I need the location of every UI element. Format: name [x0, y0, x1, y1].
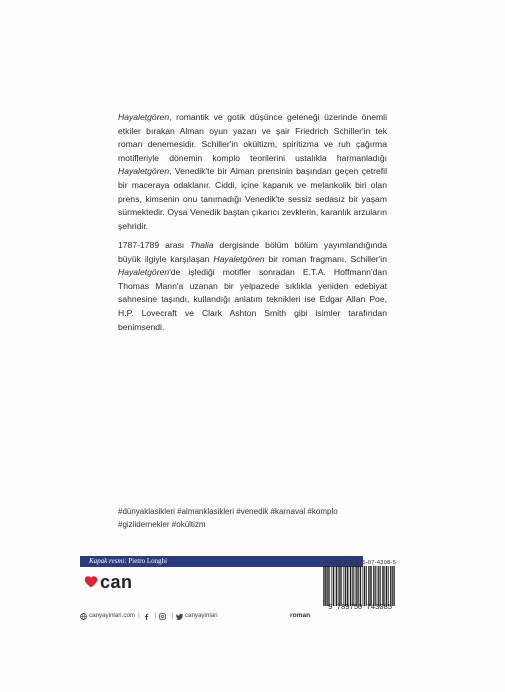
barcode-bar — [333, 566, 334, 606]
italic-title: Hayaletgören — [118, 267, 170, 278]
barcode-bar — [379, 566, 380, 606]
barcode — [323, 566, 395, 606]
genre-label: roman — [290, 612, 311, 619]
text-run: 'de işlediği motifler sonradan E.T.A. Hoffmann'dan Thomas Mann'a uzanan bir yelpazede sıklıkla yeniden edebiyat sahnesine taşındı, kullandığı anlatım teknikleri ise Edgar Allan Poe, H.P. Lovecraft ve Clark Ashton Smith gibi isimler tarafından benimsendi. — [118, 267, 387, 332]
italic-title: Hayaletgören — [118, 166, 170, 177]
barcode-bar — [360, 566, 361, 606]
cover-credit-name: Pietro Longhi — [128, 557, 168, 565]
cover-credit — [89, 556, 167, 567]
barcode-bar — [365, 566, 366, 606]
divider: | — [154, 612, 157, 619]
barcode-bar — [386, 566, 387, 606]
barcode-bar — [370, 566, 371, 606]
barcode-bar — [371, 566, 372, 606]
barcode-bar — [340, 566, 341, 606]
facebook-icon[interactable] — [143, 613, 150, 620]
barcode-bar — [358, 566, 359, 606]
barcode-bar — [378, 566, 379, 606]
footer-links — [80, 612, 218, 620]
barcode-bar — [390, 566, 391, 606]
barcode-bar — [329, 566, 330, 606]
isbn-digits: 9 789750 743085 — [328, 604, 392, 612]
barcode-bar — [392, 566, 393, 606]
barcode-bar — [327, 566, 328, 606]
barcode-bar — [356, 566, 357, 606]
barcode-bar — [343, 566, 344, 606]
barcode-bar — [380, 566, 381, 606]
barcode-bar — [334, 566, 335, 606]
barcode-bar — [325, 566, 326, 606]
text-run: , romantik ve gotik düşünce geleneği üzerinde önemli etkiler bırakan Alman oyun yazarı ve şair Friedrich Schiller'in tek roman denemesidir. Schiller'in okültizm, spiritizma ve ruh çağırma motifleriyle dönemin komplo teorilerini ustalıkla harmanladığı — [118, 112, 387, 163]
barcode-bar — [353, 566, 354, 606]
publisher-logo — [84, 572, 133, 592]
divider: | — [138, 612, 140, 619]
instagram-icon[interactable] — [159, 613, 166, 620]
cover-credit-label: Kapak resmi: — [89, 557, 127, 565]
barcode-bar — [345, 566, 346, 606]
barcode-bar — [387, 566, 388, 606]
barcode-bar — [341, 566, 342, 606]
barcode-bar — [326, 566, 327, 606]
barcode-bar — [391, 566, 392, 606]
barcode-bar — [350, 566, 351, 606]
barcode-bar — [324, 566, 325, 606]
text-run: bir roman fragmanı. Schiller'in — [264, 253, 387, 264]
barcode-bar — [355, 566, 356, 606]
barcode-bar — [393, 566, 394, 606]
barcode-bar — [360, 566, 361, 606]
barcode-bar — [366, 566, 367, 606]
text-run: dergisinde bölüm bölüm yayımlandığında büyük ilgiyle karşılaşan — [118, 240, 387, 264]
heart-icon — [84, 575, 98, 589]
social-handle[interactable]: canyayinlari — [184, 612, 218, 619]
cover-credit-bar — [80, 556, 363, 567]
barcode-bar — [368, 566, 369, 606]
hashtags-line-1: #dünyaklasikleri #almanklasikleri #venedik #karnaval #komplo — [118, 507, 338, 516]
italic-title: Hayaletgören — [118, 112, 170, 122]
barcode-bar — [347, 566, 348, 606]
italic-title: Thalia — [190, 240, 214, 250]
blurb-paragraph-1 — [118, 111, 387, 233]
barcode-bar — [382, 566, 383, 606]
hashtags-line-2: #gizlidernekler #okültizm — [118, 520, 206, 529]
isbn-label: ISBN 978-975-07-4308-5 — [327, 560, 397, 566]
blurb-paragraph-2 — [118, 239, 387, 334]
hashtags — [118, 505, 378, 531]
barcode-bar — [348, 566, 349, 606]
barcode-bar — [375, 566, 376, 606]
barcode-bar — [336, 566, 337, 606]
barcode-bar — [394, 566, 395, 606]
barcode-bar — [352, 566, 353, 606]
divider: | — [171, 612, 173, 619]
barcode-bar — [369, 566, 370, 606]
barcode-bar — [328, 566, 329, 606]
italic-title: Hayaletgören — [213, 253, 265, 264]
barcode-bar — [336, 566, 337, 606]
globe-icon — [80, 613, 87, 620]
text-run: 1787-1789 arası — [118, 240, 191, 250]
barcode-bar — [384, 566, 385, 606]
barcode-bar — [351, 566, 352, 606]
text-run: , Venedik'te bir Alman prensinin başından geçen çetrefil bir maceraya odaklanır. Ciddi, içine kapanık ve melankolik biri olan prens, kimsenin onu tanımadığı Venedik'te sessiz sedasız bir yaşam sürmektedir. Oysa Venedik baştan çıkarıcı zevklerin, karanlık arzuların şehridir. — [118, 166, 387, 231]
barcode-bar — [383, 566, 384, 606]
barcode-bar — [346, 566, 347, 606]
website-link[interactable]: canyayinlari.com — [89, 612, 136, 619]
barcode-bar — [373, 566, 374, 606]
barcode-bar — [377, 566, 378, 606]
publisher-logo-word: can — [100, 571, 133, 592]
twitter-icon[interactable] — [176, 613, 183, 620]
barcode-bar — [388, 566, 389, 606]
barcode-bar — [339, 566, 340, 606]
barcode-bar — [363, 566, 364, 606]
barcode-bar — [338, 566, 339, 606]
barcode-bar — [364, 566, 365, 606]
barcode-bar — [331, 566, 332, 606]
barcode-bar — [323, 566, 324, 606]
barcode-bar — [374, 566, 375, 606]
barcode-bar — [357, 566, 358, 606]
